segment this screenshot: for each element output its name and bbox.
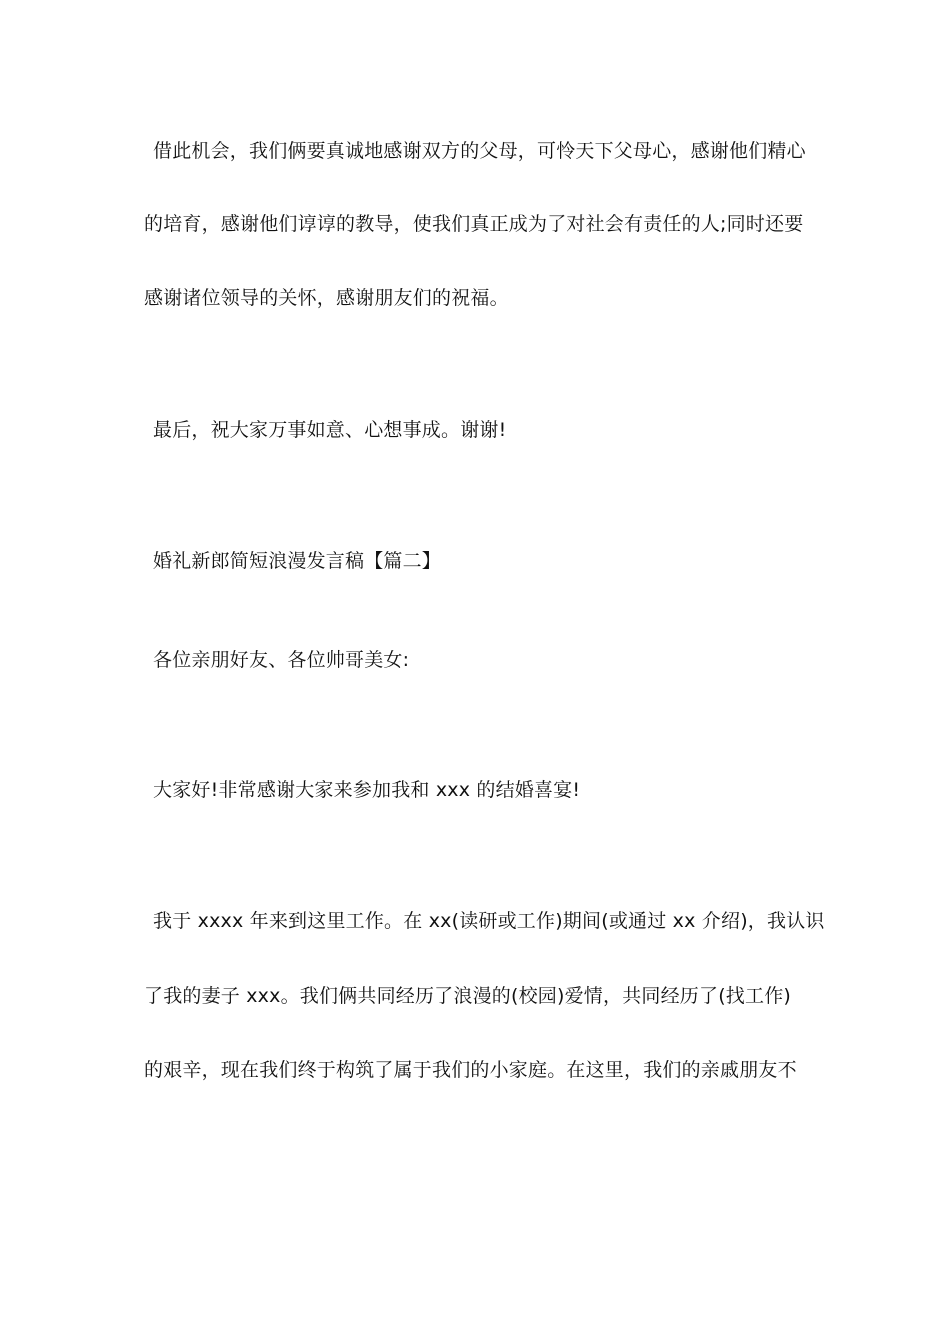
paragraph-1-line-1: 借此机会，我们俩要真诚地感谢双方的父母，可怜天下父母心，感谢他们精心 xyxy=(153,140,806,162)
paragraph-6-line-3: 的艰辛，现在我们终于构筑了属于我们的小家庭。在这里，我们的亲戚朋友不 xyxy=(144,1059,797,1081)
greeting-line: 大家好!非常感谢大家来参加我和 xxx 的结婚喜宴! xyxy=(153,779,581,801)
paragraph-6-line-1: 我于 xxxx 年来到这里工作。在 xx(读研或工作)期间(或通过 xx 介绍)，我认识 xyxy=(153,910,825,932)
paragraph-1-line-2: 的培育，感谢他们谆谆的教导，使我们真正成为了对社会有责任的人;同时还要 xyxy=(144,213,804,235)
salutation: 各位亲朋好友、各位帅哥美女: xyxy=(153,649,410,671)
paragraph-6-line-2: 了我的妻子 xxx。我们俩共同经历了浪漫的(校园)爱情，共同经历了(找工作) xyxy=(144,985,792,1007)
section-heading: 婚礼新郎简短浪漫发言稿【篇二】 xyxy=(153,550,442,572)
paragraph-2-line-1: 最后，祝大家万事如意、心想事成。谢谢! xyxy=(153,419,507,441)
paragraph-1-line-3: 感谢诸位领导的关怀，感谢朋友们的祝福。 xyxy=(144,287,509,309)
